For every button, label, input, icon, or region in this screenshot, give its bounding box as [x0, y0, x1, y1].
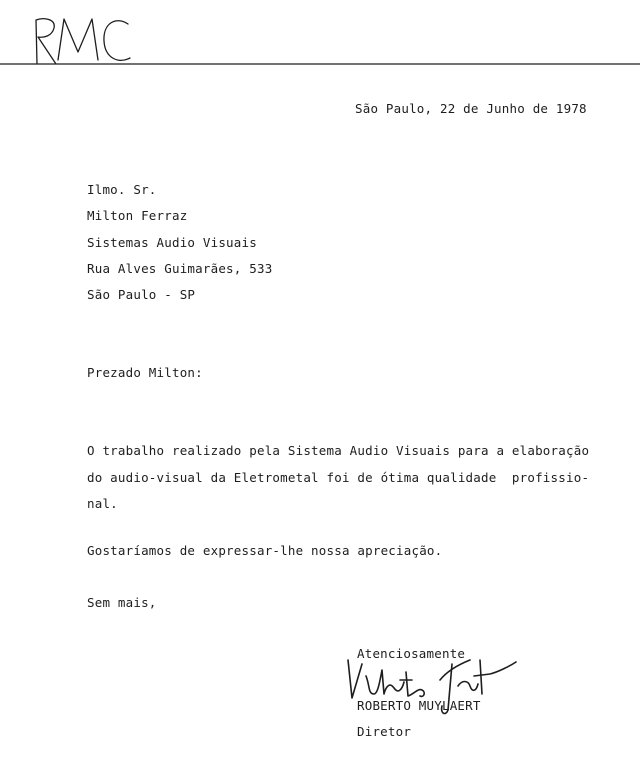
- body-paragraph-1-line-1: O trabalho realizado pela Sistema Audio Visuais para a elaboração: [87, 443, 590, 458]
- closing-phrase: Sem mais,: [87, 595, 157, 610]
- letter-greeting: Prezado Milton:: [87, 365, 203, 380]
- recipient-street: Rua Alves Guimarães, 533: [87, 261, 273, 276]
- signer-title: Diretor: [357, 724, 412, 739]
- letterhead-logo: [0, 0, 640, 80]
- body-paragraph-1-line-3: nal.: [87, 496, 118, 511]
- body-paragraph-2: Gostaríamos de expressar-lhe nossa apreciação.: [87, 543, 443, 558]
- body-paragraph-1-line-2: do audio-visual da Eletrometal foi de ótima qualidade profissio-: [87, 470, 590, 485]
- letter-date: São Paulo, 22 de Junho de 1978: [355, 101, 587, 116]
- recipient-city: São Paulo - SP: [87, 287, 196, 302]
- signer-name: ROBERTO MUYLAERT: [357, 698, 481, 713]
- recipient-name: Milton Ferraz: [87, 208, 188, 223]
- signoff-closing: Atenciosamente: [357, 646, 466, 661]
- recipient-company: Sistemas Audio Visuais: [87, 235, 257, 250]
- recipient-title: Ilmo. Sr.: [87, 182, 157, 197]
